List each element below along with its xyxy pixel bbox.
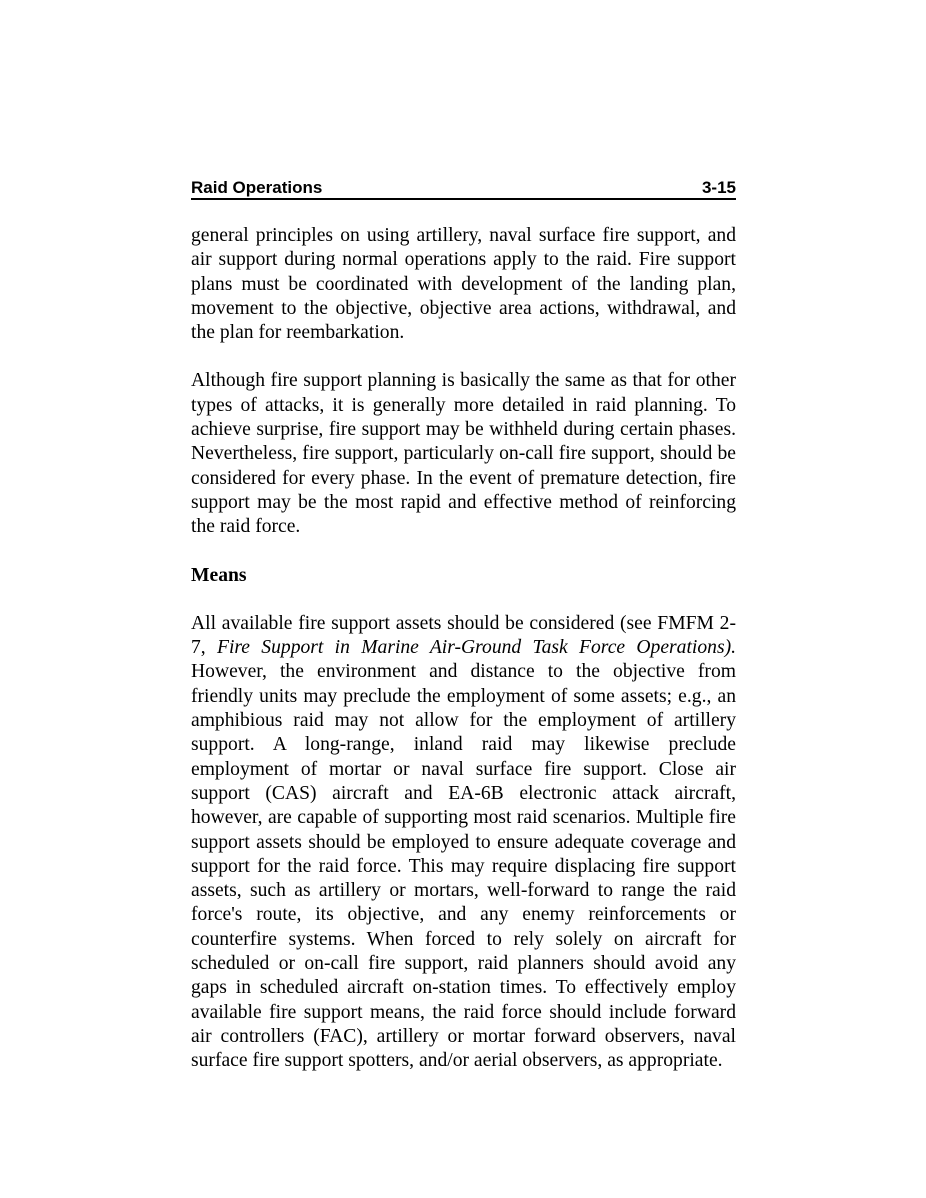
paragraph-means bbox=[191, 612, 736, 1074]
means-text-publication-title: Fire Support in Marine Air-Ground Task Force Operations). bbox=[217, 637, 736, 659]
header-section-title: Raid Operations bbox=[191, 178, 323, 197]
paragraph-fire-support-planning: Although fire support planning is basically the same as that for other types of attacks, it is generally more detailed in raid planning. To achieve surprise, fire support may be withheld during certain phases. Nevertheless, fire support, particularly on-call fire support, should be considered for every phase. In the event of premature detection, fire support may be the most rapid and effective method of reinforcing the raid force. bbox=[191, 370, 736, 538]
document-page bbox=[191, 178, 736, 1074]
section-heading-means: Means bbox=[191, 564, 247, 586]
paragraph-fire-support-principles: general principles on using artillery, naval surface fire support, and air support during normal operations apply to the raid. Fire support plans must be coordinated with development of the landing plan, movement to the objective, objective area actions, withdrawal, and the plan for reembarkation. bbox=[191, 225, 736, 344]
means-text-intro: All available fire support assets should be considered (see FMFM 2-7, bbox=[191, 612, 736, 659]
header-page-number: 3-15 bbox=[701, 178, 736, 197]
running-header bbox=[191, 178, 736, 200]
means-text-body: However, the environment and distance to the objective from friendly units may preclude the employment of some assets; e.g., an amphibious raid may not allow for the employment of artillery support. A long-range, inland raid may likewise preclude employment of mortar or naval surface fire support. Close air support (CAS) aircraft and EA-6B electronic attack aircraft, however, are capable of supporting most raid scenarios. Multiple fire support assets should be employed to ensure adequate coverage and support for the raid force. This may require displacing fire support assets, such as artillery or mortars, well-forward to range the raid force's route, its objective, and any enemy reinforcements or counterfire systems. When forced to rely solely on aircraft for scheduled or on-call fire support, raid planners should avoid any gaps in scheduled aircraft on-station times. To effectively employ available fire support means, the raid force should include forward air controllers (FAC), artillery or mortar forward observers, naval surface fire support spotters, and/or aerial observers, as appropriate. bbox=[191, 661, 736, 1072]
